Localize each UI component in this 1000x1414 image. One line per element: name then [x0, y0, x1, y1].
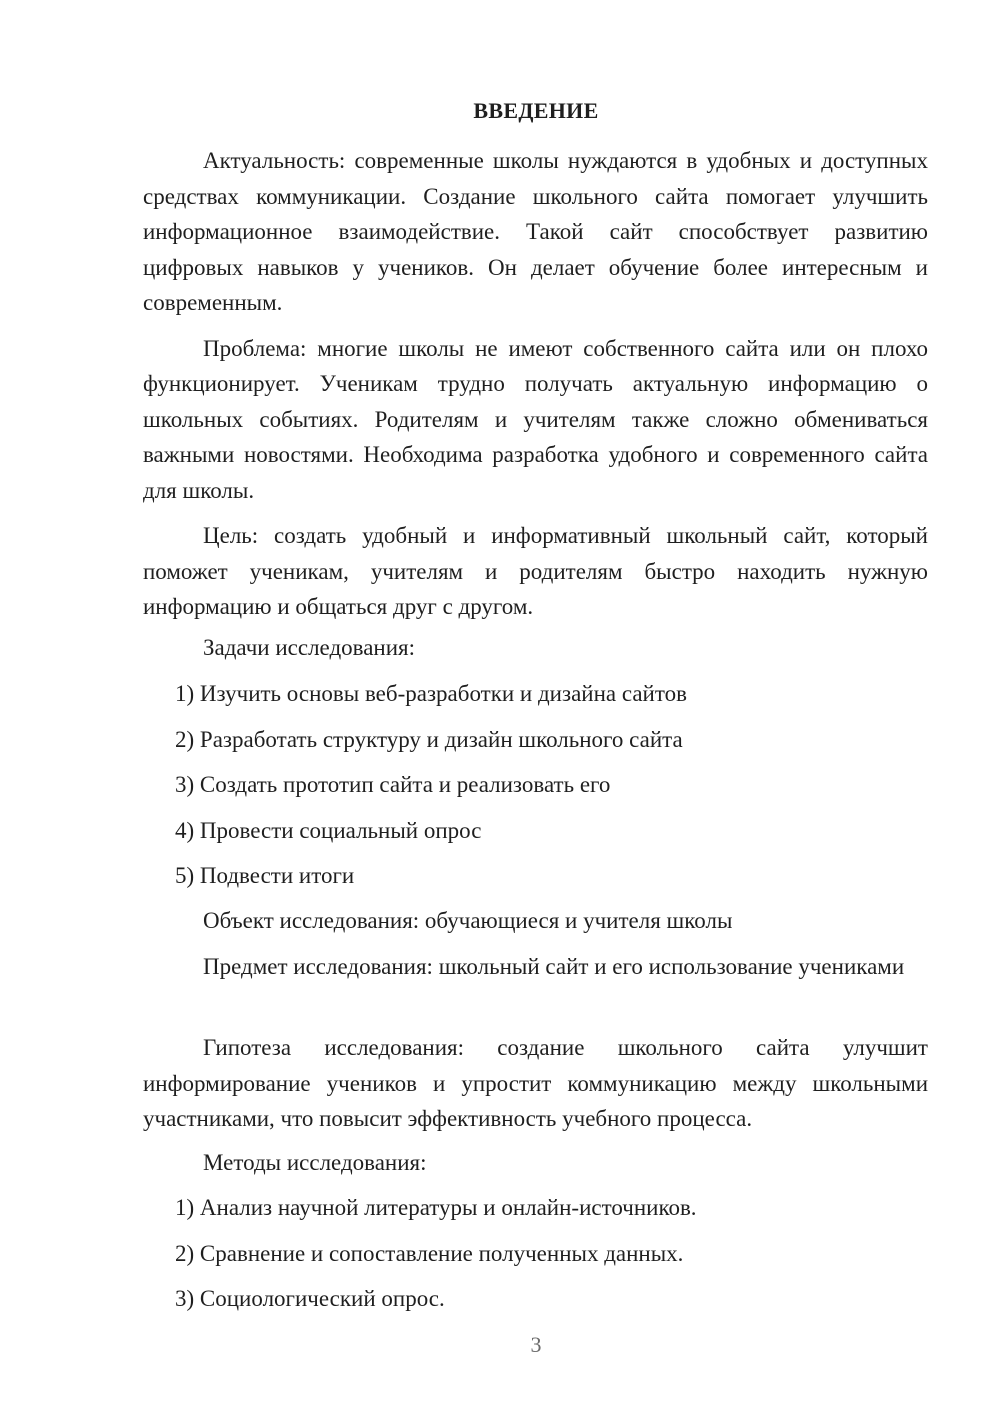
method-item	[143, 1236, 928, 1272]
goal-paragraph: Цель: создать удобный и информативный школьный сайт, который поможет ученикам, учителям и родителям быстро находить нужную информацию и общаться друг с другом.	[143, 523, 928, 619]
methods-block	[143, 1145, 928, 1181]
page-number: 3	[530, 1332, 542, 1357]
method-item	[143, 1281, 928, 1317]
tasks-block	[143, 630, 928, 666]
task-item	[143, 676, 928, 712]
tasks-heading: Задачи исследования:	[203, 635, 416, 660]
list-item: 2) Разработать структуру и дизайн школьного сайта	[175, 727, 683, 752]
methods-heading: Методы исследования:	[203, 1150, 427, 1175]
method-item	[143, 1190, 928, 1226]
task-item	[143, 813, 928, 849]
task-item	[143, 722, 928, 758]
section-title: ВВЕДЕНИЕ	[473, 98, 599, 123]
list-item: 1) Изучить основы веб-разработки и дизайна сайтов	[175, 681, 687, 706]
relevance-paragraph: Актуальность: современные школы нуждаются в удобных и доступных средствах коммуникации. Создание школьного сайта помогает улучшить информационное взаимодействие. Такой сайт способствует развитию цифровых навыков у учеников. Он делает обучение более интересным и современным.	[143, 148, 928, 315]
subject-paragraph: Предмет исследования: школьный сайт и его использование учениками	[203, 954, 905, 979]
hypothesis-paragraph: Гипотеза исследования: создание школьного сайта улучшит информирование учеников и упростит коммуникацию между школьными участниками, что повысит эффективность учебного процесса.	[143, 1035, 928, 1131]
problem-paragraph: Проблема: многие школы не имеют собственного сайта или он плохо функционирует. Ученикам трудно получать актуальную информацию о школьных событиях. Родителям и учителям также сложно обмениваться важными новостями. Необходима разработка удобного и современного сайта для школы.	[143, 335, 928, 503]
task-item	[143, 858, 928, 894]
hypothesis-block	[143, 1030, 928, 1137]
task-item	[143, 767, 928, 803]
object-line: Объект исследования: обучающиеся и учителя школы	[203, 908, 733, 933]
list-item: 3) Создать прототип сайта и реализовать его	[175, 772, 611, 797]
list-item: 5) Подвести итоги	[175, 863, 355, 888]
list-item: 2) Сравнение и сопоставление полученных данных.	[175, 1241, 684, 1266]
list-item: 3) Социологический опрос.	[175, 1286, 445, 1311]
object-block	[143, 903, 928, 939]
body-text	[143, 143, 928, 625]
list-item: 4) Провести социальный опрос	[175, 818, 482, 843]
subject-block	[143, 949, 928, 985]
list-item: 1) Анализ научной литературы и онлайн-источников.	[175, 1195, 697, 1220]
